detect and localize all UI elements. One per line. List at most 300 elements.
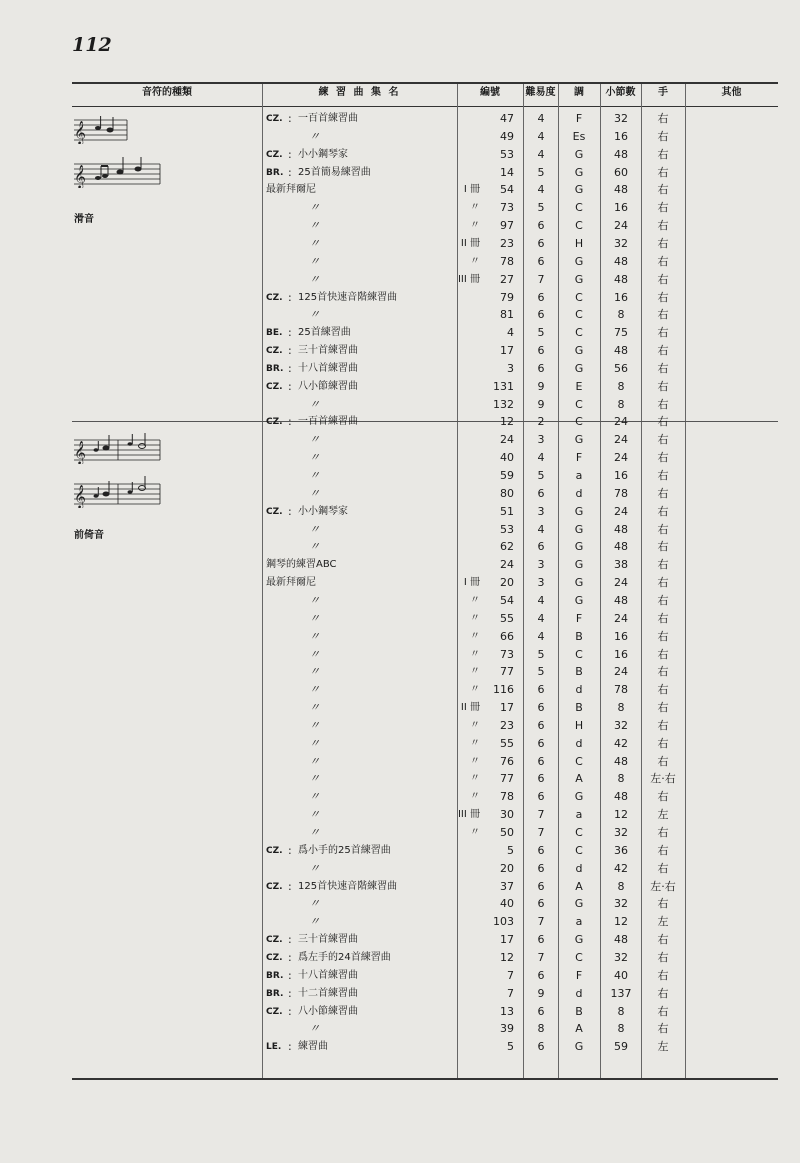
etude-title: 十二首練習曲 [298, 987, 358, 999]
key-signature: a [575, 808, 583, 822]
hand-indicator: 右 [657, 933, 669, 947]
etude-number: 12 [500, 415, 514, 429]
etude-title: 一百首練習曲 [298, 113, 358, 124]
publisher-abbrev: CZ. [266, 952, 283, 963]
etude-title: 最新拜爾尼 [266, 184, 316, 196]
colon-separator: : [288, 933, 292, 947]
ditto-mark: 〃 [309, 397, 320, 411]
hand-indicator: 右 [657, 1004, 669, 1018]
header-title: 練 習 曲 集 名 [318, 87, 401, 98]
bar-count: 16 [614, 290, 628, 304]
etude-number: 77 [500, 665, 514, 679]
ditto-mark: 〃 [309, 540, 320, 554]
difficulty-level: 5 [537, 469, 545, 482]
etude-title: 一百首練習曲 [298, 416, 358, 428]
difficulty-level: 6 [537, 718, 545, 732]
difficulty-level: 2 [537, 415, 545, 429]
etude-number: 17 [500, 701, 514, 715]
volume-label: 〃 [470, 255, 480, 267]
etude-title: 八小節練習曲 [298, 380, 358, 392]
etude-number: 59 [500, 469, 514, 482]
header-key: 調 [574, 87, 584, 98]
bar-count: 48 [614, 183, 628, 197]
bar-count: 32 [614, 897, 628, 911]
bar-count: 32 [614, 950, 628, 964]
etude-title: 鋼琴的練習ABC [266, 559, 337, 571]
etude-number: 17 [500, 933, 514, 947]
bar-count: 32 [614, 112, 628, 125]
key-signature: A [575, 772, 583, 786]
etude-number: 3 [507, 361, 514, 375]
difficulty-level: 6 [537, 540, 545, 554]
ditto-mark: 〃 [309, 718, 320, 732]
etude-title: 125首快速音階練習曲 [298, 880, 398, 892]
table-row [0, 110, 800, 128]
volume-label: II 冊 [460, 237, 480, 249]
key-signature: Es [572, 129, 586, 143]
difficulty-level: 6 [537, 290, 545, 304]
bar-count: 12 [614, 915, 628, 929]
bar-count: 8 [617, 379, 625, 393]
hand-indicator: 右 [657, 129, 669, 143]
hand-indicator: 右 [657, 701, 669, 715]
key-signature: C [575, 843, 583, 857]
etude-number: 55 [500, 611, 514, 625]
svg-text:𝄞: 𝄞 [74, 120, 86, 144]
etude-number: 55 [500, 736, 514, 750]
hand-indicator: 右 [657, 272, 669, 286]
colon-separator: : [288, 165, 292, 179]
bar-count: 48 [614, 254, 628, 268]
key-signature: F [575, 968, 583, 982]
ditto-mark: 〃 [309, 486, 320, 500]
key-signature: d [575, 861, 583, 875]
hand-indicator: 右 [657, 790, 669, 804]
key-signature: G [574, 593, 584, 607]
table-row [0, 431, 800, 449]
difficulty-level: 4 [537, 522, 545, 536]
hand-indicator: 右 [657, 968, 669, 982]
difficulty-level: 4 [537, 593, 545, 607]
publisher-abbrev: CZ. [266, 346, 283, 357]
ditto-mark: 〃 [309, 522, 320, 536]
key-signature: G [574, 576, 584, 590]
hand-indicator: 右 [657, 219, 669, 233]
table-row [0, 342, 800, 360]
hand-indicator: 右 [657, 344, 669, 358]
difficulty-level: 6 [537, 879, 545, 893]
header-difficulty: 難易度 [525, 87, 556, 98]
table-row [0, 878, 800, 896]
publisher-abbrev: BR. [266, 970, 284, 981]
bar-count: 32 [614, 718, 628, 732]
key-signature: G [574, 933, 584, 947]
colon-separator: : [288, 326, 292, 340]
key-signature: d [575, 486, 583, 500]
table-row [0, 306, 800, 324]
etude-title: 25首簡易練習曲 [298, 166, 371, 178]
etude-title: 練習曲 [298, 1041, 328, 1053]
bar-count: 48 [614, 593, 628, 607]
hand-indicator: 左 [657, 808, 669, 822]
key-signature: B [575, 629, 583, 643]
key-signature: B [575, 701, 583, 715]
table-row [0, 860, 800, 878]
difficulty-level: 6 [537, 701, 545, 715]
table-row [0, 378, 800, 396]
bar-count: 24 [614, 611, 628, 625]
etude-number: 76 [500, 754, 514, 768]
bar-count: 8 [617, 1004, 625, 1018]
etude-number: 7 [507, 968, 514, 982]
etude-number: 53 [500, 147, 514, 161]
ditto-mark: 〃 [309, 611, 320, 625]
volume-label: III 冊 [457, 273, 480, 285]
ditto-mark: 〃 [309, 593, 320, 607]
hand-indicator: 右 [657, 540, 669, 554]
difficulty-level: 6 [537, 861, 545, 875]
difficulty-level: 6 [537, 968, 545, 982]
table-row [0, 1003, 800, 1021]
publisher-abbrev: BR. [266, 167, 284, 178]
bar-count: 48 [614, 790, 628, 804]
bar-count: 48 [614, 754, 628, 768]
key-signature: A [575, 1022, 583, 1036]
colon-separator: : [288, 504, 292, 518]
etude-title: 八小節練習曲 [298, 1005, 358, 1017]
key-signature: C [575, 415, 583, 429]
table-row [0, 663, 800, 681]
svg-text:𝄞: 𝄞 [74, 164, 86, 188]
etude-number: 17 [500, 344, 514, 358]
table-row [0, 628, 800, 646]
bar-count: 48 [614, 522, 628, 536]
header-number: 編號 [480, 87, 500, 98]
etude-number: 66 [500, 629, 514, 643]
etude-number: 7 [507, 986, 514, 1000]
hand-indicator: 右 [657, 486, 669, 500]
etude-number: 97 [500, 219, 514, 233]
section-label-glissando: 滑音 [74, 214, 94, 225]
etude-number: 24 [500, 433, 514, 447]
etude-number: 132 [493, 397, 514, 411]
bar-count: 59 [614, 1040, 628, 1054]
difficulty-level: 4 [537, 611, 545, 625]
table-row [0, 949, 800, 967]
table-row [0, 895, 800, 913]
bar-count: 42 [614, 861, 628, 875]
hand-indicator: 右 [657, 112, 669, 125]
etude-number: 12 [500, 950, 514, 964]
table-row [0, 699, 800, 717]
ditto-mark: 〃 [309, 129, 320, 143]
colon-separator: : [288, 968, 292, 982]
key-signature: C [575, 201, 583, 215]
key-signature: H [574, 718, 584, 732]
table-row [0, 913, 800, 931]
difficulty-level: 3 [537, 576, 545, 590]
table-row [0, 521, 800, 539]
colon-separator: : [288, 344, 292, 358]
publisher-abbrev: BR. [266, 363, 284, 374]
bar-count: 16 [614, 469, 628, 482]
etude-number: 103 [493, 915, 514, 929]
publisher-abbrev: CZ. [266, 114, 283, 124]
difficulty-level: 6 [537, 486, 545, 500]
etude-number: 116 [493, 683, 514, 697]
hand-indicator: 右 [657, 558, 669, 572]
etude-number: 78 [500, 254, 514, 268]
difficulty-level: 5 [537, 647, 545, 661]
publisher-abbrev: CZ. [266, 149, 283, 160]
bar-count: 48 [614, 272, 628, 286]
key-signature: G [574, 165, 584, 179]
difficulty-level: 4 [537, 629, 545, 643]
volume-label: 〃 [470, 594, 480, 606]
key-signature: F [575, 112, 583, 125]
publisher-abbrev: CZ. [266, 881, 283, 892]
etude-title: 爲左手的24首練習曲 [298, 951, 391, 963]
etude-number: 79 [500, 290, 514, 304]
etude-title: 小小鋼琴家 [298, 505, 348, 517]
publisher-abbrev: CZ. [266, 417, 283, 428]
etude-number: 51 [500, 504, 514, 518]
publisher-abbrev: CZ. [266, 292, 283, 303]
etude-number: 4 [507, 326, 514, 340]
table-row [0, 646, 800, 664]
hand-indicator: 右 [657, 165, 669, 179]
key-signature: G [574, 183, 584, 197]
volume-label: 〃 [470, 612, 480, 624]
key-signature: G [574, 1040, 584, 1054]
hand-indicator: 右 [657, 254, 669, 268]
table-row [0, 753, 800, 771]
table-row [0, 324, 800, 342]
colon-separator: : [288, 1004, 292, 1018]
colon-separator: : [288, 950, 292, 964]
table-row [0, 128, 800, 146]
table-row [0, 681, 800, 699]
key-signature: a [575, 915, 583, 929]
hand-indicator: 右 [657, 986, 669, 1000]
etude-title: 最新拜爾尼 [266, 577, 316, 589]
table-bottom-rule [72, 1078, 778, 1080]
ditto-mark: 〃 [309, 1022, 320, 1036]
difficulty-level: 3 [537, 433, 545, 447]
hand-indicator: 右 [657, 361, 669, 375]
difficulty-level: 4 [537, 112, 545, 125]
difficulty-level: 7 [537, 808, 545, 822]
etude-number: 5 [507, 1040, 514, 1054]
hand-indicator: 右 [657, 522, 669, 536]
volume-label: 〃 [470, 630, 480, 642]
colon-separator: : [288, 361, 292, 375]
key-signature: G [574, 522, 584, 536]
bar-count: 8 [617, 308, 625, 322]
table-row [0, 164, 800, 182]
ditto-mark: 〃 [309, 254, 320, 268]
bar-count: 78 [614, 683, 628, 697]
key-signature: B [575, 1004, 583, 1018]
difficulty-level: 5 [537, 326, 545, 340]
key-signature: G [574, 361, 584, 375]
colon-separator: : [288, 986, 292, 1000]
difficulty-level: 6 [537, 736, 545, 750]
ditto-mark: 〃 [309, 665, 320, 679]
table-row [0, 1038, 800, 1056]
etude-title: 25首練習曲 [298, 327, 351, 339]
key-signature: F [575, 611, 583, 625]
svg-text:𝄞: 𝄞 [74, 484, 86, 508]
difficulty-level: 4 [537, 147, 545, 161]
etude-number: 62 [500, 540, 514, 554]
table-row [0, 770, 800, 788]
etude-number: 40 [500, 451, 514, 465]
volume-label: 〃 [470, 202, 480, 214]
key-signature: d [575, 736, 583, 750]
bar-count: 8 [617, 879, 625, 893]
key-signature: C [575, 397, 583, 411]
ditto-mark: 〃 [309, 219, 320, 233]
etude-number: 13 [500, 1004, 514, 1018]
etude-number: 27 [500, 272, 514, 286]
volume-label: 〃 [470, 827, 480, 838]
bar-count: 8 [617, 701, 625, 715]
etude-number: 78 [500, 790, 514, 804]
etude-number: 40 [500, 897, 514, 911]
table-row [0, 271, 800, 289]
etude-number: 131 [493, 379, 514, 393]
key-signature: E [575, 379, 583, 393]
publisher-abbrev: CZ. [266, 1006, 283, 1017]
difficulty-level: 6 [537, 236, 545, 250]
key-signature: C [575, 950, 583, 964]
table-row [0, 413, 800, 431]
table-row [0, 253, 800, 271]
hand-indicator: 右 [657, 326, 669, 340]
hand-indicator: 右 [657, 665, 669, 679]
header-other: 其他 [721, 87, 742, 98]
header-hand: 手 [658, 87, 668, 98]
difficulty-level: 6 [537, 361, 545, 375]
header-note-type: 音符的種類 [142, 87, 192, 98]
bar-count: 32 [614, 826, 628, 839]
hand-indicator: 左 [657, 915, 669, 929]
difficulty-level: 6 [537, 1004, 545, 1018]
key-signature: G [574, 147, 584, 161]
difficulty-level: 5 [537, 201, 545, 215]
bar-count: 32 [614, 236, 628, 250]
difficulty-level: 7 [537, 272, 545, 286]
colon-separator: : [288, 290, 292, 304]
hand-indicator: 左·右 [650, 772, 676, 786]
ditto-mark: 〃 [309, 790, 320, 804]
volume-label: 〃 [470, 666, 480, 678]
difficulty-level: 6 [537, 933, 545, 947]
etude-number: 30 [500, 808, 514, 822]
etude-number: 80 [500, 486, 514, 500]
etude-number: 23 [500, 236, 514, 250]
table-row [0, 788, 800, 806]
ditto-mark: 〃 [309, 272, 320, 286]
hand-indicator: 右 [657, 736, 669, 750]
table-row [0, 360, 800, 378]
difficulty-level: 6 [537, 754, 545, 768]
etude-number: 73 [500, 647, 514, 661]
ditto-mark: 〃 [309, 451, 320, 465]
key-signature: G [574, 790, 584, 804]
difficulty-level: 4 [537, 183, 545, 197]
volume-label: I 冊 [463, 577, 480, 589]
page-number: 112 [72, 34, 112, 56]
etude-number: 81 [500, 308, 514, 322]
key-signature: G [574, 540, 584, 554]
etude-number: 49 [500, 129, 514, 143]
etude-number: 20 [500, 576, 514, 590]
key-signature: B [575, 665, 583, 679]
ditto-mark: 〃 [309, 826, 320, 839]
publisher-abbrev: BE. [266, 328, 283, 339]
hand-indicator: 右 [657, 308, 669, 322]
difficulty-level: 4 [537, 129, 545, 143]
bar-count: 48 [614, 933, 628, 947]
key-signature: C [575, 826, 583, 839]
hand-indicator: 右 [657, 433, 669, 447]
difficulty-level: 6 [537, 219, 545, 233]
ditto-mark: 〃 [309, 861, 320, 875]
bar-count: 36 [614, 843, 628, 857]
difficulty-level: 6 [537, 843, 545, 857]
bar-count: 24 [614, 504, 628, 518]
hand-indicator: 右 [657, 826, 669, 839]
key-signature: G [574, 272, 584, 286]
difficulty-level: 6 [537, 308, 545, 322]
key-signature: a [575, 469, 583, 482]
bar-count: 24 [614, 665, 628, 679]
table-row [0, 1020, 800, 1038]
key-signature: C [575, 290, 583, 304]
volume-label: 〃 [470, 791, 480, 803]
volume-label: 〃 [470, 684, 480, 696]
etude-title: 爲小手的25首練習曲 [298, 844, 391, 856]
volume-label: 〃 [470, 755, 480, 767]
key-signature: C [575, 308, 583, 322]
hand-indicator: 右 [657, 897, 669, 911]
volume-label: 〃 [470, 648, 480, 660]
ditto-mark: 〃 [309, 236, 320, 250]
difficulty-level: 7 [537, 915, 545, 929]
table-row [0, 503, 800, 521]
bar-count: 8 [617, 772, 625, 786]
etude-number: 54 [500, 593, 514, 607]
difficulty-level: 7 [537, 826, 545, 839]
hand-indicator: 右 [657, 183, 669, 197]
hand-indicator: 右 [657, 469, 669, 482]
hand-indicator: 右 [657, 451, 669, 465]
hand-indicator: 左 [657, 1040, 669, 1054]
ditto-mark: 〃 [309, 308, 320, 322]
bar-count: 48 [614, 344, 628, 358]
etude-title: 十八首練習曲 [298, 362, 358, 374]
table-row [0, 806, 800, 824]
colon-separator: : [288, 843, 292, 857]
etude-title: 小小鋼琴家 [298, 148, 348, 160]
etude-title: 125首快速音階練習曲 [298, 291, 398, 303]
bar-count: 24 [614, 576, 628, 590]
colon-separator: : [288, 112, 292, 125]
bar-count: 48 [614, 540, 628, 554]
ditto-mark: 〃 [309, 201, 320, 215]
